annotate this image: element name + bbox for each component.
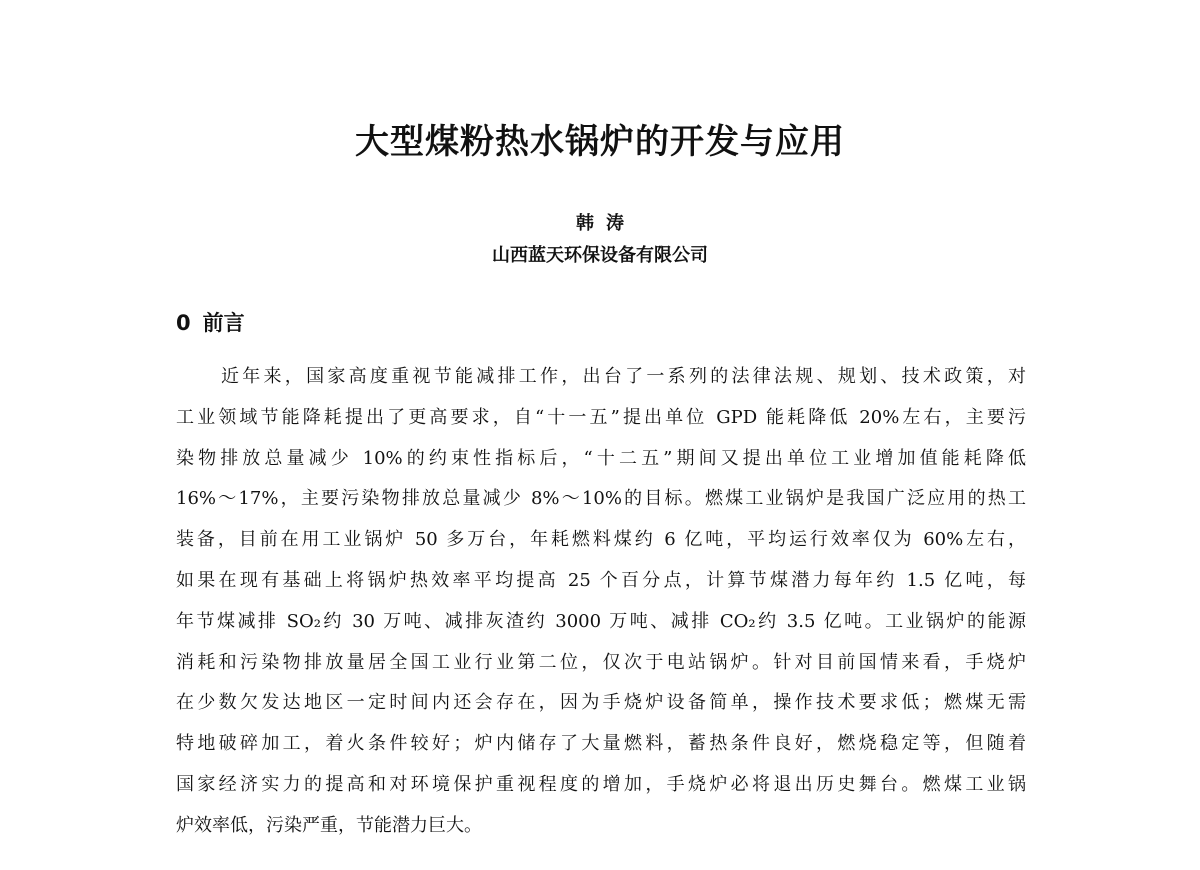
author-affiliation: 山西蓝天环保设备有限公司 bbox=[492, 245, 708, 266]
body-line: 染物排放总量减少 10%的约束性指标后，“十二五”期间又提出单位工业增加值能耗降低 bbox=[176, 447, 1026, 469]
author-name: 韩涛 bbox=[576, 213, 636, 234]
body-line: 国家经济实力的提高和对环境保护重视程度的增加，手烧炉必将退出历史舞台。燃煤工业锅 bbox=[176, 773, 1026, 795]
body-line: 如果在现有基础上将锅炉热效率平均提高 25 个百分点，计算节煤潜力每年约 1.5 亿吨，每 bbox=[176, 569, 1026, 591]
body-line: 消耗和污染物排放量居全国工业行业第二位，仅次于电站锅炉。针对目前国情来看，手烧炉 bbox=[176, 651, 1026, 673]
body-line: 年节煤减排 SO₂约 30 万吨、减排灰渣约 3000 万吨、减排 CO₂约 3.5 亿吨。工业锅炉的能源 bbox=[176, 610, 1026, 632]
body-line: 16%～17%，主要污染物排放总量减少 8%～10%的目标。燃煤工业锅炉是我国广泛应用的热工 bbox=[176, 488, 1026, 510]
body-line: 特地破碎加工，着火条件较好；炉内储存了大量燃料，蓄热条件良好，燃烧稳定等，但随着 bbox=[176, 733, 1026, 755]
paper-title: 大型煤粉热水锅炉的开发与应用 bbox=[355, 122, 845, 162]
body-line: 工业领域节能降耗提出了更高要求，自“十一五”提出单位 GPD 能耗降低 20%左右，主要污 bbox=[176, 406, 1026, 428]
section-number: 0 bbox=[176, 311, 191, 335]
section-title: 前言 bbox=[202, 311, 245, 335]
body-line: 在少数欠发达地区一定时间内还会存在，因为手烧炉设备简单，操作技术要求低；燃煤无需 bbox=[176, 692, 1026, 714]
body-line: 近年来，国家高度重视节能减排工作，出台了一系列的法律法规、规划、技术政策，对 bbox=[221, 366, 1026, 387]
body-line: 炉效率低，污染严重，节能潜力巨大。 bbox=[176, 814, 482, 836]
section-heading bbox=[176, 308, 245, 338]
body-line: 装备，目前在用工业锅炉 50 多万台，年耗燃料煤约 6 亿吨，平均运行效率仅为 60%左右， bbox=[176, 529, 1026, 551]
body-paragraph bbox=[176, 357, 1026, 847]
